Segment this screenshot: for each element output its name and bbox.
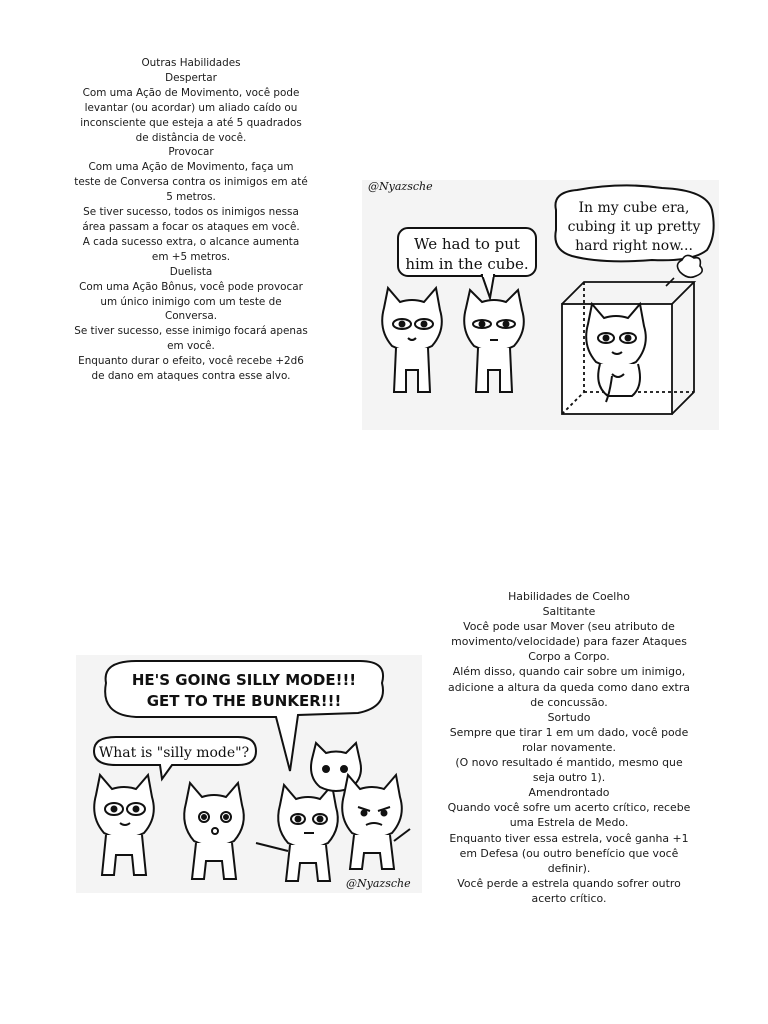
other-abilities-line: Enquanto durar o efeito, você recebe +2d6 de dano em ataques contra esse alvo. [78,355,304,383]
other-abilities-line: Outras Habilidades [141,57,241,69]
comic-silly-illustration [76,655,422,893]
abilities-text-rabbit [446,589,692,906]
bubble-right-line-2: cubing it up pretty [567,219,701,235]
rabbit-abilities-line: Habilidades de Coelho [508,590,630,603]
comic-cube-illustration [362,180,719,430]
rabbit-abilities-line: (O novo resultado é mantido, mesmo que seja outro 1). [455,756,683,785]
rabbit-abilities-line: Você pode usar Mover (seu atributo de movimento/velocidade) para fazer Ataques Corpo a Corpo. [451,620,687,664]
comic-signature: @Nyazsche [368,180,433,193]
other-abilities-line: Despertar [165,71,217,84]
bubble-right-line-1: In my cube era, [578,200,690,216]
rabbit-abilities-line: Amendrontado [528,786,610,800]
question-text: What is "silly mode"? [98,745,250,761]
other-abilities-line: Com uma Ação de Movimento, você pode levantar (ou acordar) um aliado caído ou inconsciente que esteja a até 5 quadrados de distância de você. [80,86,302,144]
comic-signature: @Nyazsche [346,877,411,890]
other-abilities-line: Com uma Ação Bônus, você pode provocar um único inimigo com um teste de Conversa. [79,280,303,323]
other-abilities-line: Se tiver sucesso, todos os inimigos nessa área passam a focar os ataques em você. [82,206,300,233]
bubble-left-line-2: him in the cube. [405,255,529,273]
other-abilities-line: Com uma Ação de Movimento, faça um teste de Conversa contra os inimigos em até 5 metros. [74,161,308,204]
comic-silly-mode [76,655,422,893]
shout-line-2: GET TO THE BUNKER!!! [146,692,342,710]
rabbit-abilities-line: Você perde a estrela quando sofrer outro acerto crítico. [457,876,681,905]
rabbit-abilities-line: Saltitante [542,605,596,619]
speech-bubble-right [555,185,713,261]
abilities-text-other [74,56,308,384]
rabbit-abilities-line: Sortudo [547,710,591,724]
other-abilities-line: Duelista [169,265,213,278]
rabbit-abilities-line: Sempre que tirar 1 em um dado, você pode rolar novamente. [449,725,689,754]
other-abilities-line: Provocar [168,146,214,159]
shout-line-1: HE'S GOING SILLY MODE!!! [131,671,357,689]
rabbit-abilities-line: Além disso, quando cair sobre um inimigo, adicione a altura da queda como dano extra de concussão. [448,665,690,709]
other-abilities-line: Se tiver sucesso, esse inimigo focará apenas em você. [74,325,308,353]
rabbit-abilities-line: Quando você sofre um acerto crítico, recebe uma Estrela de Medo. [447,801,691,830]
rabbit-abilities-line: Enquanto tiver essa estrela, você ganha +1 em Defesa (ou outro benefício que você definir). [449,831,689,875]
bubble-left-line-1: We had to put [414,235,520,253]
other-abilities-line: A cada sucesso extra, o alcance aumenta em +5 metros. [82,235,300,263]
bubble-right-line-3: hard right now... [575,238,693,254]
comic-cube-era [362,180,719,430]
